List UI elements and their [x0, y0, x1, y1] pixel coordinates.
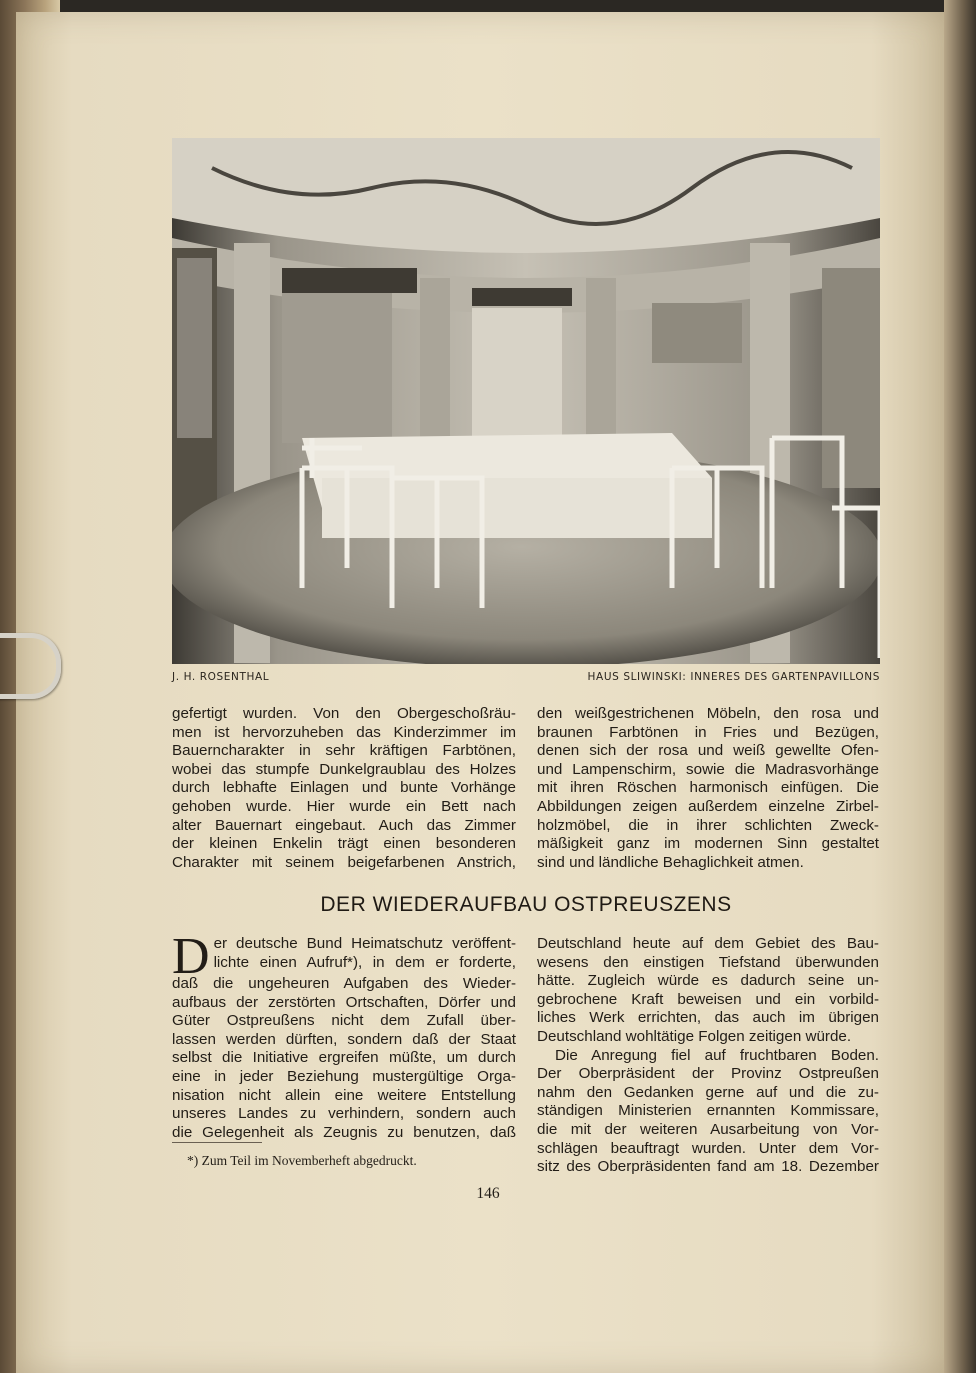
text-line: schlägen beauftragt wurden. Unter dem Vor-	[537, 1139, 879, 1157]
section-title: DER WIEDERAUFBAU OSTPREUSZENS	[320, 893, 732, 916]
text-line: daß die ungeheuren Aufgaben des Wieder-	[172, 975, 516, 992]
text-line: Charakter mit seinem beigefarbenen Anstrich,	[172, 853, 516, 871]
bottom-left-column	[172, 928, 516, 1142]
text-line: Abbildungen zeigen außerdem einzelne Zirbel-	[537, 797, 879, 815]
drop-cap: D	[172, 928, 210, 985]
text-line: nisation nicht allein eine weitere Entstellung	[172, 1086, 516, 1104]
footnote-rule	[172, 1142, 262, 1143]
text-line: hätte. Zugleich würde es dadurch seine un-	[537, 972, 879, 990]
text-line: lassen werden dürften, sondern daß der Staat	[172, 1030, 516, 1048]
text-line: nahm den Gedanken gerne auf und die zu-	[537, 1083, 879, 1101]
text-line: denen sich der rosa und weiß gewellte Ofen-	[537, 742, 879, 760]
bottom-right-column	[537, 935, 879, 1177]
top-left-column	[172, 705, 516, 872]
text-line: gefertigt wurden. Von den Obergeschoßräu-	[172, 705, 516, 722]
text-line: wesens den einstigen Tiefstand überwunden	[537, 953, 879, 971]
text-line: gehoben wurde. Hier wurde ein Bett nach	[172, 797, 516, 815]
text-line: die mit der weiteren Ausarbeitung von Vor-	[537, 1120, 879, 1138]
pavilion-photo-illustration	[172, 138, 880, 664]
text-line: gebrochene Kraft beweisen und ein vorbild-	[537, 990, 879, 1008]
text-line: und Lampenschirm, sowie die Madrasvorhänge	[537, 760, 879, 778]
page-number: 146	[476, 1185, 500, 1202]
text-line: sitz des Oberpräsidenten fand am 18. Dezember	[537, 1158, 879, 1176]
photo-caption	[172, 671, 880, 687]
text-line: unseres Landes zu verhindern, sondern auch	[172, 1105, 516, 1123]
text-line: Deutschland heute auf dem Gebiet des Bau-	[537, 935, 879, 952]
text-line: alter Bauernart eingebaut. Auch das Zimmer	[172, 816, 516, 834]
text-line: braunen Farbtönen in Fries und Bezügen,	[537, 723, 879, 741]
text-line: holzmöbel, die in ihrer schlichten Zweck-	[537, 816, 879, 834]
text-line: Güter Ostpreußens nicht dem Zufall über-	[172, 1012, 516, 1030]
text-line: sind und ländliche Behaglichkeit atmen.	[537, 853, 804, 871]
text-line: der kleinen Enkelin trägt einen besonderen	[172, 835, 516, 853]
page-right-edge	[944, 0, 976, 1373]
text-line: die Gelegenheit als Zeugnis zu benutzen, daß	[172, 1123, 516, 1141]
text-line: mäßigkeit ganz im modernen Sinn gestaltet	[537, 835, 879, 853]
text-line: ständigen Ministerien ernannten Kommissare,	[537, 1102, 879, 1120]
text-line: lichte einen Aufruf*), in dem er forderte,	[213, 953, 516, 971]
text-line: mit ihren Röschen harmonisch einfügen. Die	[537, 779, 879, 797]
text-line: Die Anregung fiel auf fruchtbaren Boden.	[555, 1046, 879, 1064]
text-line: er deutsche Bund Heimatschutz veröffent-	[213, 935, 516, 952]
text-line: aufbaus der zerstörten Ortschaften, Dörfer und	[172, 993, 516, 1011]
text-line: Der Oberpräsident der Provinz Ostpreußen	[537, 1065, 879, 1083]
text-line: den weißgestrichenen Möbeln, den rosa und	[537, 705, 879, 722]
text-line: men ist hervorzuheben das Kinderzimmer im	[172, 723, 516, 741]
text-line: eine in jeder Beziehung mustergültige Orga-	[172, 1067, 516, 1085]
paper-clip	[0, 633, 61, 699]
text-line: selbst die Initiative ergreifen müßte, um durch	[172, 1049, 516, 1067]
text-line: wobei das stumpfe Dunkelgraublau des Holzes	[172, 760, 516, 778]
text-line: durch lebhafte Einlagen und bunte Vorhänge	[172, 779, 516, 797]
text-line: Bauerncharakter in sehr kräftigen Farbtönen,	[172, 742, 516, 760]
text-line: liches Werk errichten, das auch im übrigen	[537, 1009, 879, 1027]
footnote: *) Zum Teil im Novemberheft abgedruckt.	[187, 1153, 417, 1168]
caption-title: HAUS SLIWINSKI: INNERES DES GARTENPAVILLONS	[587, 671, 880, 683]
text-line: Deutschland wohltätige Folgen zeitigen würde.	[537, 1027, 852, 1045]
pavilion-photograph	[172, 138, 880, 664]
top-right-column	[537, 705, 879, 872]
caption-photographer: J. H. ROSENTHAL	[172, 671, 270, 683]
